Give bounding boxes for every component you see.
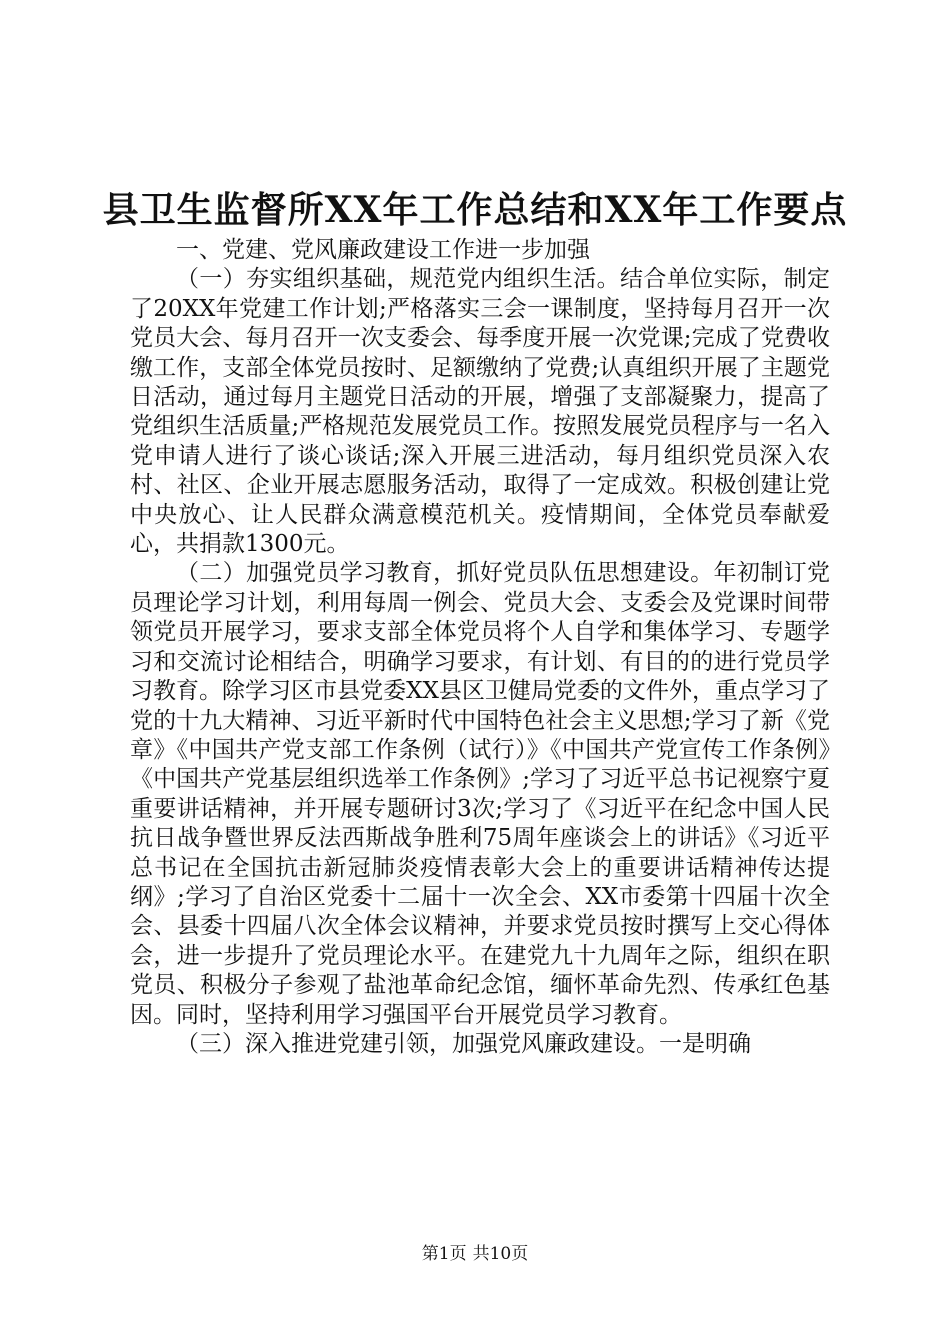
document-title: 县卫生监督所XX年工作总结和XX年工作要点 <box>102 189 848 231</box>
paragraph-3: （三）深入推进党建引领，加强党风廉政建设。一是明确 <box>176 1030 751 1057</box>
paragraph-1: （一）夯实组织基础，规范党内组织生活。结合单位实际，制定了20XX年党建工作计划;严格落实三会一课制度，坚持每月召开一次党员大会、每月召开一次支委会、每季度开展一次党课;完成了党费收缴工作，支部全体党员按时、足额缴纳了党费;认真组织开展了主题党日活动，通过每月主题党日活动的开展，增强了支部凝聚力，提高了党组织生活质量;严格规范发展党员工作。按照发展党员程序与一名入党申请人进行了谈心谈话;深入开展三进活动，每月组织党员深入农村、社区、企业开展志愿服务活动，取得了一定成效。积极创建让党中央放心、让人民群众满意模范机关。疫情期间，全体党员奉献爱心，共捐款1300元。 <box>130 266 830 558</box>
paragraph-2: （二）加强党员学习教育，抓好党员队伍思想建设。年初制订党员理论学习计划，利用每周一例会、党员大会、支委会及党课时间带领党员开展学习，要求支部全体党员将个人自学和集体学习、专题学习和交流讨论相结合，明确学习要求，有计划、有目的的进行党员学习教育。除学习区市县党委XX县区卫健局党委的文件外，重点学习了党的十九大精神、习近平新时代中国特色社会主义思想;学习了新《党章》《中国共产党支部工作条例（试行）》《中国共产党宣传工作条例》《中国共产党基层组织选举工作条例》;学习了习近平总书记视察宁夏重要讲话精神，并开展专题研讨3次;学习了《习近平在纪念中国人民抗日战争暨世界反法西斯战争胜利75周年座谈会上的讲话》《习近平总书记在全国抗击新冠肺炎疫情表彰大会上的重要讲话精神传达提纲》;学习了自治区党委十二届十一次全会、XX市委第十四届十次全会、县委十四届八次全体会议精神，并要求党员按时撰写上交心得体会，进一步提升了党员理论水平。在建党九十九周年之际，组织在职党员、积极分子参观了盐池革命纪念馆，缅怀革命先烈、传承红色基因。同时，坚持利用学习强国平台开展党员学习教育。 <box>130 560 830 1028</box>
page-number: 第1页 <box>421 1244 467 1264</box>
section-heading: 一、党建、党风廉政建设工作进一步加强 <box>176 237 590 263</box>
page-footer <box>0 1242 950 1266</box>
document-body <box>130 236 830 1059</box>
page-total: 共10页 <box>472 1244 529 1264</box>
